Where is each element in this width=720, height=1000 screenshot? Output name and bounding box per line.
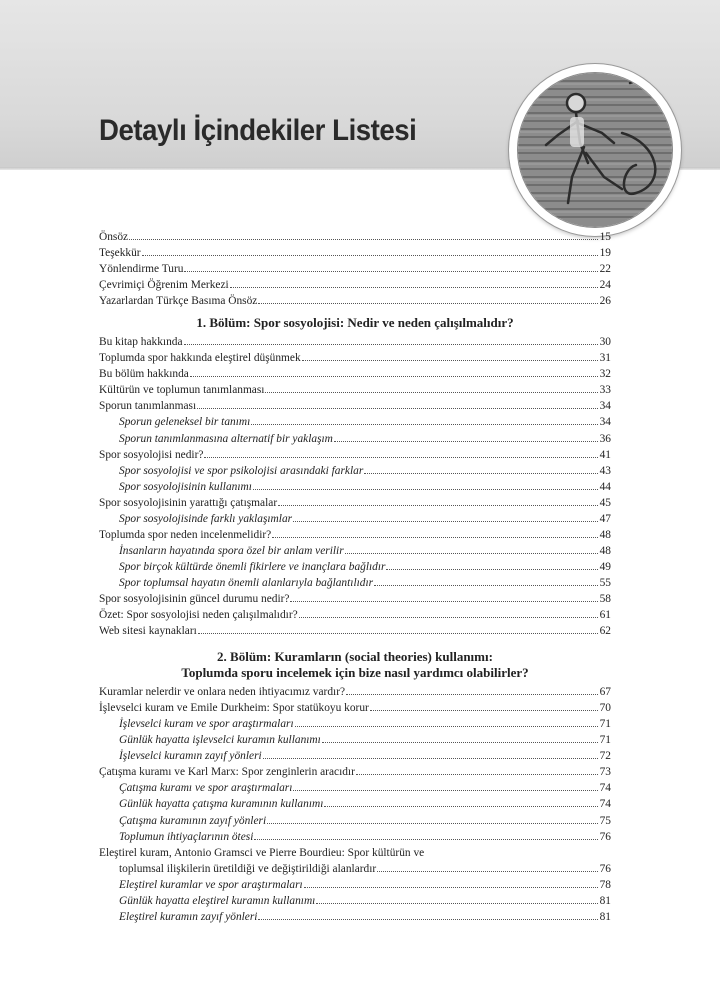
toc-entry[interactable]: Spor sosyolojisinin yarattığı çatışmalar 45 xyxy=(99,496,611,509)
toc-entry[interactable]: Bu bölüm hakkında 32 xyxy=(99,368,611,381)
chapter-1-heading: 1. Bölüm: Spor sosyolojisi: Nedir ve neden çalışılmalıdır? xyxy=(196,315,514,331)
toc-entry[interactable]: Önsöz 15 xyxy=(99,231,611,243)
toc-entry[interactable]: Bu kitap hakkında 30 xyxy=(99,336,611,349)
toc-subentry[interactable]: Spor sosyolojisinin kullanımı 44 xyxy=(119,480,611,493)
toc-entry[interactable]: Kültürün ve toplumun tanımlanması 33 xyxy=(99,384,611,397)
toc-subentry[interactable]: İnsanların hayatında spora özel bir anlam verilir 48 xyxy=(119,544,611,557)
toc-subentry[interactable]: Günlük hayatta çatışma kuramının kullanımı 74 xyxy=(119,798,611,811)
toc-subentry[interactable]: Eleştirel kuramlar ve spor araştırmaları 78 xyxy=(119,878,611,891)
toc-subentry[interactable]: Çatışma kuramı ve spor araştırmaları 74 xyxy=(119,782,611,795)
toc-entry[interactable]: Yazarlardan Türkçe Basıma Önsöz 26 xyxy=(99,295,611,308)
table-of-contents xyxy=(99,229,611,925)
toc-subentry[interactable]: Sporun geleneksel bir tanımı 34 xyxy=(119,416,611,429)
toc-entry[interactable]: Toplumda spor neden incelenmelidir? 48 xyxy=(99,528,611,541)
toc-subentry[interactable]: Spor birçok kültürde önemli fikirlere ve inançlara bağlıdır 49 xyxy=(119,560,611,573)
toc-subentry[interactable]: Spor sosyolojisinde farklı yaklaşımlar 47 xyxy=(119,512,611,525)
toc-entry-continued[interactable]: toplumsal ilişkilerin üretildiği ve değiştirildiği alanlardır 76 xyxy=(119,862,611,875)
toc-subentry[interactable]: İşlevselci kuramın zayıf yönleri 72 xyxy=(119,750,611,763)
toc-entry[interactable]: Spor sosyolojisinin güncel durumu nedir? 58 xyxy=(99,592,611,605)
chapter-2-heading xyxy=(99,649,611,681)
toc-subentry[interactable]: Günlük hayatta eleştirel kuramın kullanımı 81 xyxy=(119,894,611,907)
graffiti-photo xyxy=(517,72,673,228)
toc-entry[interactable]: Yönlendirme Turu 22 xyxy=(99,263,611,276)
toc-subentry[interactable]: Eleştirel kuramın zayıf yönleri 81 xyxy=(119,910,611,923)
toc-subentry[interactable]: Spor sosyolojisi ve spor psikolojisi arasındaki farklar 43 xyxy=(119,464,611,477)
toc-subentry[interactable]: Çatışma kuramının zayıf yönleri 75 xyxy=(119,814,611,827)
page-title: Detaylı İçindekiler Listesi xyxy=(99,114,417,147)
toc-subentry[interactable]: İşlevselci kuram ve spor araştırmaları 71 xyxy=(119,718,611,731)
toc-entry[interactable]: Web sitesi kaynakları 62 xyxy=(99,625,611,638)
toc-entry-first-line[interactable]: Eleştirel kuram, Antonio Gramsci ve Pierre Bourdieu: Spor kültürün ve xyxy=(99,846,425,859)
toc-subentry[interactable]: Sporun tanımlanmasına alternatif bir yaklaşım 36 xyxy=(119,432,611,445)
toc-subentry[interactable]: Günlük hayatta işlevselci kuramın kullanımı 71 xyxy=(119,734,611,747)
toc-entry[interactable]: İşlevselci kuram ve Emile Durkheim: Spor statükoyu korur 70 xyxy=(99,702,611,715)
toc-entry[interactable]: Toplumda spor hakkında eleştirel düşünmek 31 xyxy=(99,352,611,365)
toc-entry[interactable]: Kuramlar nelerdir ve onlara neden ihtiyacımız vardır? 67 xyxy=(99,686,611,699)
toc-entry[interactable]: Çatışma kuramı ve Karl Marx: Spor zenginlerin aracıdır 73 xyxy=(99,766,611,779)
toc-entry[interactable]: Spor sosyolojisi nedir? 41 xyxy=(99,448,611,461)
chapter-2-heading-line-2: Toplumda sporu incelemek için bize nasıl yardımcı olabilirler? xyxy=(181,665,529,681)
toc-entry[interactable]: Sporun tanımlanması 34 xyxy=(99,400,611,413)
toc-subentry[interactable]: Spor toplumsal hayatın önemli alanlarıyla bağlantılıdır 55 xyxy=(119,576,611,589)
chapter-2-heading-line-1: 2. Bölüm: Kuramların (social theories) kullanımı: xyxy=(217,649,493,665)
toc-subentry[interactable]: Toplumun ihtiyaçlarının ötesi 76 xyxy=(119,830,611,843)
toc-entry[interactable]: Teşekkür 19 xyxy=(99,247,611,260)
toc-entry[interactable]: Özet: Spor sosyolojisi neden çalışılmalıdır? 61 xyxy=(99,609,611,622)
toc-entry[interactable]: Çevrimiçi Öğrenim Merkezi 24 xyxy=(99,279,611,292)
